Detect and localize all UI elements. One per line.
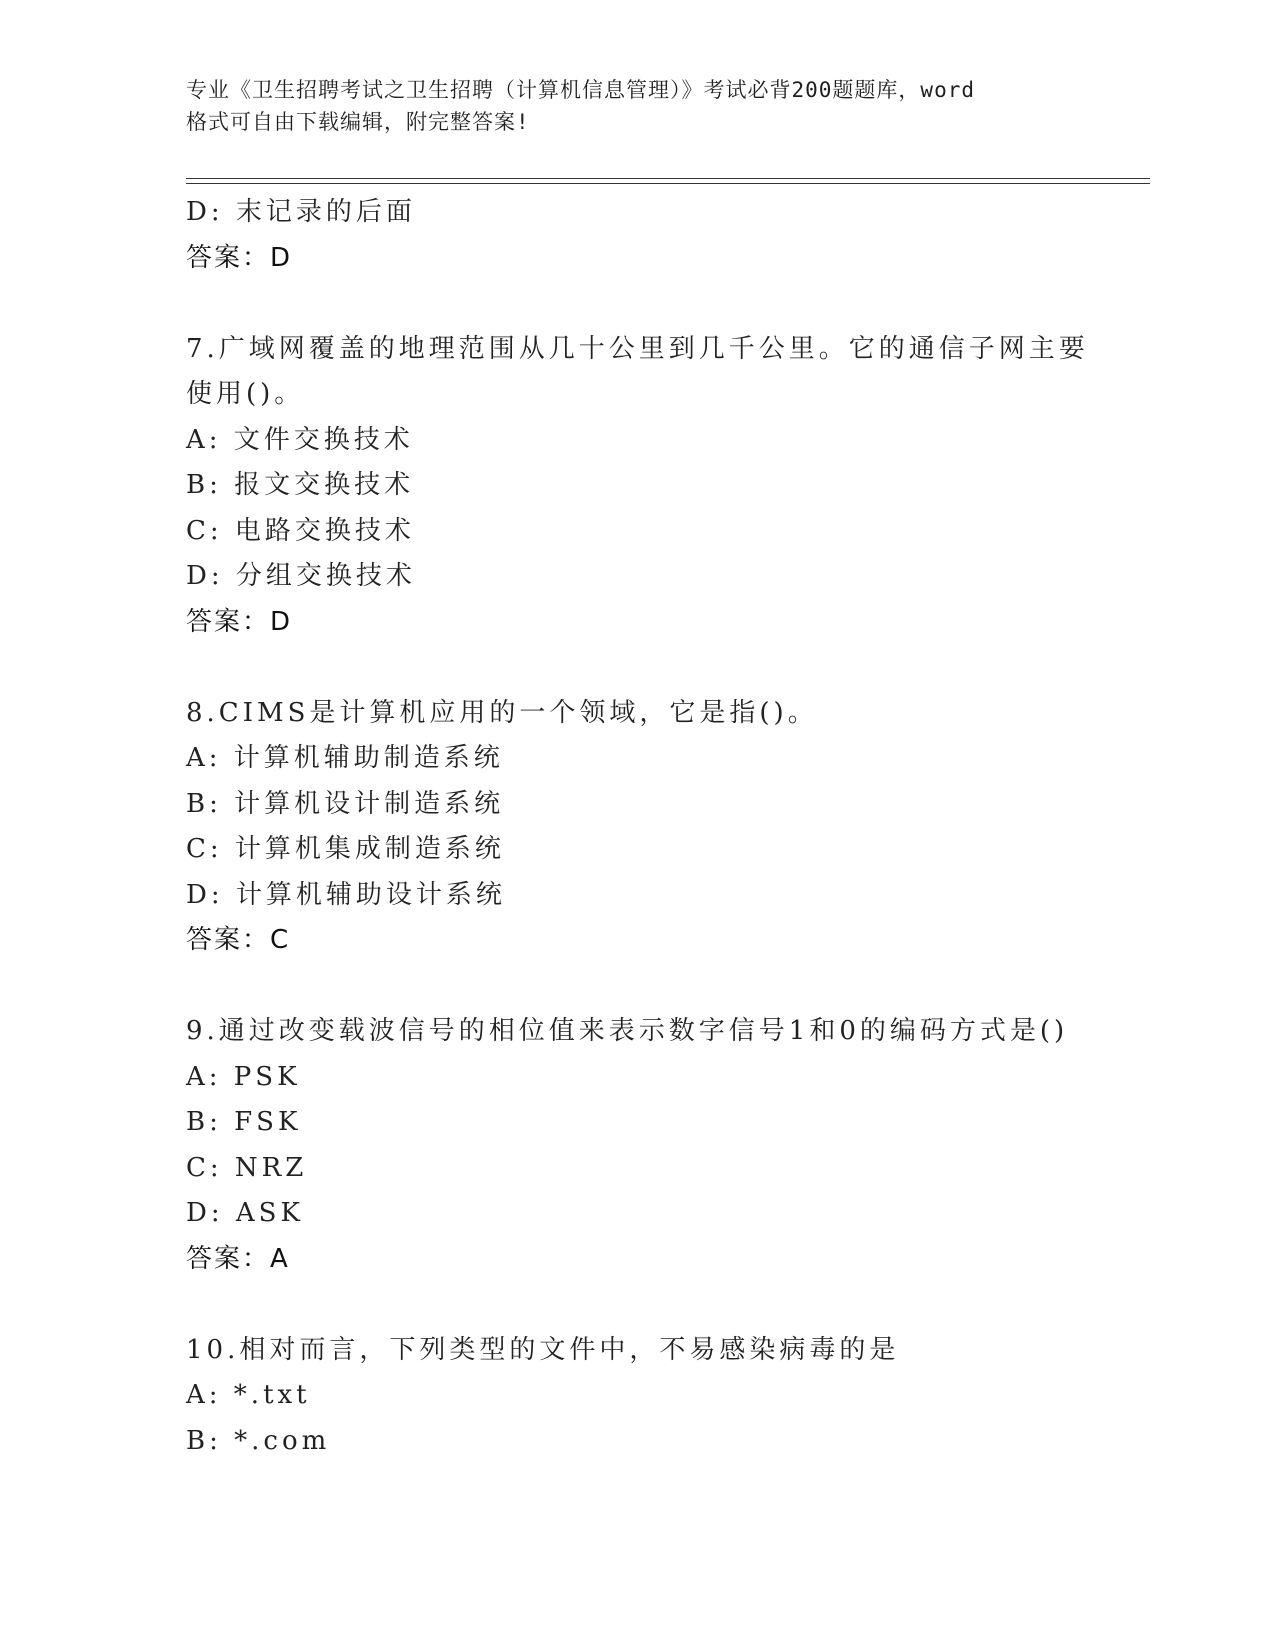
q7-option-b: B: 报文交换技术 bbox=[186, 470, 415, 500]
q10-stem-line-1: 10.相对而言，下列类型的文件中，不易感染病毒的是 bbox=[186, 1334, 900, 1365]
spacer bbox=[186, 281, 1106, 327]
q7-option-d: D: 分组交换技术 bbox=[186, 561, 416, 591]
spacer bbox=[186, 1282, 1106, 1328]
q7-answer: 答案：D bbox=[186, 606, 293, 637]
document-header bbox=[186, 74, 1086, 138]
q7-option-a: A: 文件交换技术 bbox=[186, 424, 414, 455]
q9-option-c: C: NRZ bbox=[186, 1152, 308, 1183]
spacer bbox=[186, 645, 1106, 691]
q7-option-c: C: 电路交换技术 bbox=[186, 515, 415, 546]
q8-option-d: D: 计算机辅助设计系统 bbox=[186, 879, 506, 910]
q10-option-a: A: *.txt bbox=[186, 1380, 311, 1410]
q9-stem-line-1: 9.通过改变载波信号的相位值来表示数字信号1和0的编码方式是() bbox=[186, 1016, 1069, 1046]
header-divider-top bbox=[186, 178, 1150, 179]
header-line-1: 专业《卫生招聘考试之卫生招聘（计算机信息管理）》考试必背200题题库，word bbox=[186, 78, 975, 102]
q8-stem-line-1: 8.CIMS是计算机应用的一个领域，它是指()。 bbox=[186, 697, 818, 728]
q9-option-b: B: FSK bbox=[186, 1107, 302, 1137]
q9-option-a: A: PSK bbox=[186, 1061, 301, 1092]
q8-option-b: B: 计算机设计制造系统 bbox=[186, 788, 505, 819]
q10-option-b: B: *.com bbox=[186, 1425, 331, 1456]
question-list bbox=[186, 190, 1106, 1464]
q9-answer: 答案：A bbox=[186, 1243, 290, 1274]
q8-option-c: C: 计算机集成制造系统 bbox=[186, 834, 505, 864]
prev-option-d: D: 末记录的后面 bbox=[186, 197, 416, 227]
header-line-2: 格式可自由下载编辑，附完整答案! bbox=[186, 110, 530, 134]
q8-option-a: A: 计算机辅助制造系统 bbox=[186, 743, 504, 773]
spacer bbox=[186, 964, 1106, 1010]
q7-stem-line-2: 使用()。 bbox=[186, 379, 305, 409]
q9-option-d: D: ASK bbox=[186, 1198, 304, 1228]
q7-stem-line-1: 7.广域网覆盖的地理范围从几十公里到几千公里。它的通信子网主要 bbox=[186, 333, 1089, 364]
q8-answer: 答案：C bbox=[186, 925, 291, 955]
header-divider-bottom bbox=[186, 183, 1150, 184]
prev-answer: 答案：D bbox=[186, 242, 293, 273]
